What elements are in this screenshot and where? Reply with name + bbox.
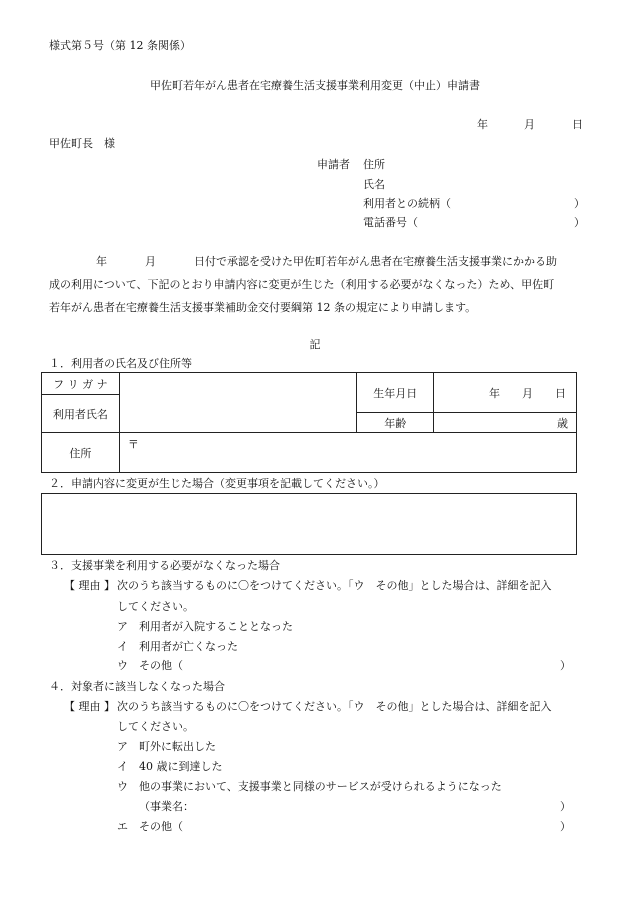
section4-business-name-label: （事業名：	[139, 800, 194, 813]
address-value-cell[interactable]	[119, 433, 576, 473]
section4-option-d-close: ）	[560, 820, 571, 833]
section3-heading: ３．支援事業を利用する必要がなくなった場合	[49, 559, 280, 572]
address-label-cell	[42, 433, 120, 473]
intro-line-1: 日付で承認を受けた甲佐町若年がん患者在宅療養生活支援事業にかかる助	[194, 255, 557, 268]
intro-month: 月	[145, 255, 156, 268]
section4-heading: ４．対象者に該当しなくなった場合	[49, 680, 225, 693]
user-name-label-cell	[42, 395, 120, 433]
section4-business-name-close: ）	[560, 800, 571, 813]
intro-line-3: 若年がん患者在宅療養生活支援事業補助金交付要綱第 12 条の規定により申請します。	[49, 301, 477, 314]
birth-label-cell	[357, 373, 434, 413]
applicant-address-label: 住所	[363, 158, 385, 171]
section4-option-b[interactable]: イ 40 歳に到達した	[117, 760, 223, 773]
age-value-cell[interactable]	[434, 413, 577, 433]
postal-mark: 〒	[127, 438, 139, 451]
birth-label: 生年月日	[373, 386, 418, 400]
section4-option-a[interactable]: ア 町外に転出した	[117, 740, 216, 753]
section4-reason-label: 【 理由 】	[64, 700, 115, 713]
section3-reason-label: 【 理由 】	[64, 579, 115, 592]
age-unit: 歳	[557, 416, 568, 430]
applicant-relation-close: ）	[574, 197, 585, 210]
date-month: 月	[524, 118, 535, 131]
intro-year: 年	[96, 255, 107, 268]
section4-option-d[interactable]: エ その他（	[117, 820, 183, 833]
applicant-phone-close: ）	[574, 216, 585, 229]
section3-option-b[interactable]: イ 利用者が亡くなった	[117, 640, 238, 653]
birth-year: 年	[489, 386, 500, 400]
address-label: 住所	[69, 446, 92, 460]
section4-instruction-1: 次のうち該当するものに〇をつけてください。「ウ その他」とした場合は、詳細を記入	[117, 700, 552, 713]
furigana-label: フ リ ガ ナ	[53, 377, 108, 391]
section4-option-c[interactable]: ウ 他の事業において、支援事業と同様のサービスが受けられるようになった	[117, 780, 502, 793]
applicant-phone-label: 電話番号（	[363, 216, 418, 229]
birth-value-cell[interactable]	[434, 373, 577, 413]
section3-instruction-1: 次のうち該当するものに〇をつけてください。「ウ その他」とした場合は、詳細を記入	[117, 579, 552, 592]
age-label-cell	[357, 413, 434, 433]
section3-option-c-close: ）	[560, 659, 571, 672]
furigana-label-cell	[42, 373, 120, 395]
section3-option-a[interactable]: ア 利用者が入院することとなった	[117, 620, 293, 633]
addressee: 甲佐町長 様	[49, 137, 115, 150]
intro-line-2: 成の利用について、下記のとおり申請内容に変更が生じた（利用する必要がなくなった）ため、甲佐町	[49, 278, 555, 291]
section1-heading: １．利用者の氏名及び住所等	[49, 357, 192, 370]
applicant-label: 申請者	[317, 158, 350, 171]
birth-day: 日	[555, 386, 566, 400]
ki-heading: 記	[309, 338, 321, 351]
date-day: 日	[572, 118, 583, 131]
section2-heading: ２．申請内容に変更が生じた場合（変更事項を記載してください。）	[49, 477, 385, 490]
user-name-label: 利用者氏名	[52, 407, 108, 421]
birth-month: 月	[522, 386, 533, 400]
section3-instruction-2: してください。	[117, 600, 194, 613]
user-name-value-cell[interactable]	[119, 413, 356, 433]
section3-option-c[interactable]: ウ その他（	[117, 659, 183, 672]
user-info-table	[41, 372, 577, 473]
change-details-box[interactable]	[41, 493, 577, 555]
furigana-value-cell[interactable]	[119, 373, 356, 413]
applicant-relation-label: 利用者との続柄（	[363, 197, 451, 210]
form-number: 様式第５号（第 12 条関係）	[49, 39, 191, 52]
date-year: 年	[477, 118, 488, 131]
applicant-name-label: 氏名	[363, 178, 385, 191]
age-label: 年齢	[384, 416, 407, 430]
form-title: 甲佐町若年がん患者在宅療養生活支援事業利用変更（中止）申請書	[150, 79, 480, 92]
section4-instruction-2: してください。	[117, 720, 194, 733]
